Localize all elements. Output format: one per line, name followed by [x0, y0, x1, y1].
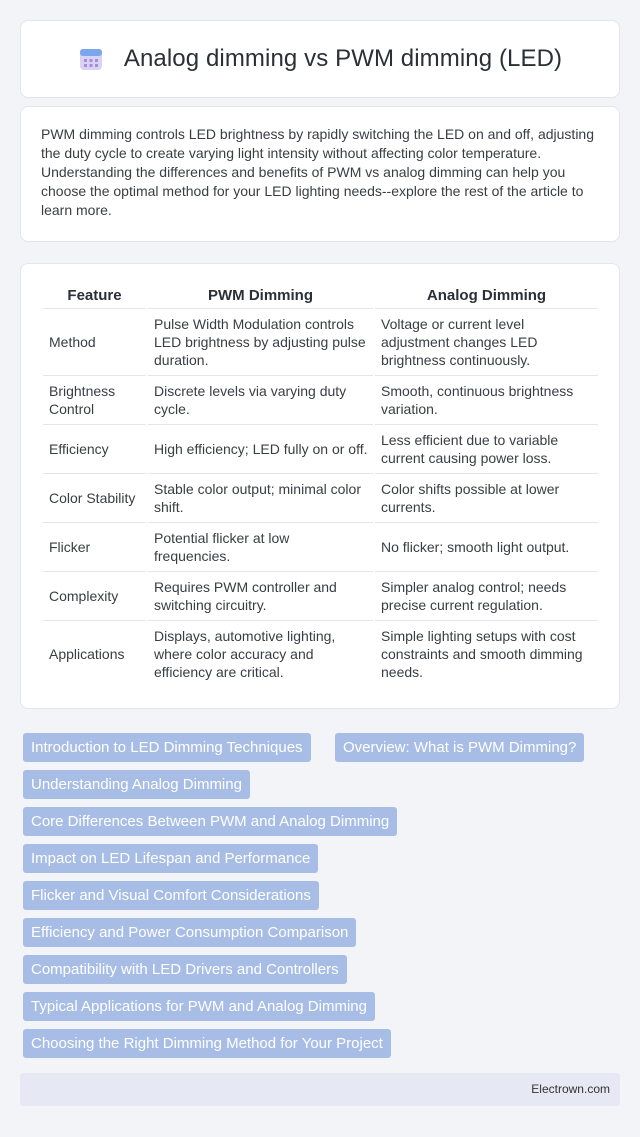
link-core-differences[interactable]: Core Differences Between PWM and Analog Dimming [23, 807, 397, 836]
table-cell-analog: Less efficient due to variable current causing power loss. [374, 424, 598, 473]
link-applications[interactable]: Typical Applications for PWM and Analog Dimming [23, 992, 375, 1021]
page-title: Analog dimming vs PWM dimming (LED) [123, 45, 563, 72]
table-cell-pwm: Discrete levels via varying duty cycle. [147, 375, 374, 424]
header-feature: Feature [67, 287, 122, 305]
header-analog: Analog Dimming [374, 286, 598, 308]
table-cell-feature: Color Stability [43, 473, 147, 522]
table-cell-pwm: Pulse Width Modulation controls LED brightness by adjusting pulse duration. [147, 308, 374, 375]
table-row [43, 620, 598, 687]
link-introduction[interactable]: Introduction to LED Dimming Techniques [23, 733, 311, 762]
link-overview-pwm[interactable]: Overview: What is PWM Dimming? [335, 733, 584, 762]
table-header-row [43, 286, 598, 308]
table-row [43, 473, 598, 522]
header-pwm: PWM Dimming [147, 286, 374, 308]
table-cell-analog: Voltage or current level adjustment changes LED brightness continuously. [374, 308, 598, 375]
table-cell-analog: Simple lighting setups with cost constraints and smooth dimming needs. [374, 620, 598, 687]
table-cell-feature: Method [43, 308, 147, 375]
link-choosing-method[interactable]: Choosing the Right Dimming Method for Your Project [23, 1029, 391, 1058]
table-cell-pwm: High efficiency; LED fully on or off. [147, 424, 374, 473]
link-efficiency[interactable]: Efficiency and Power Consumption Comparison [23, 918, 356, 947]
table-row [43, 375, 598, 424]
table-cell-pwm: Requires PWM controller and switching circuitry. [147, 571, 374, 620]
table-row [43, 308, 598, 375]
table-cell-feature: Flicker [43, 522, 147, 571]
table-cell-feature: Complexity [43, 571, 147, 620]
footer-site[interactable]: Electrown.com [531, 1082, 610, 1096]
table-cell-analog: No flicker; smooth light output. [374, 522, 598, 571]
table-row [43, 424, 598, 473]
link-lifespan[interactable]: Impact on LED Lifespan and Performance [23, 844, 318, 873]
comparison-table-card [20, 263, 620, 709]
table-row [43, 571, 598, 620]
table-row [43, 522, 598, 571]
link-analog-dimming[interactable]: Understanding Analog Dimming [23, 770, 250, 799]
calendar-icon [78, 46, 104, 72]
title-card [20, 20, 620, 98]
table-cell-pwm: Potential flicker at low frequencies. [147, 522, 374, 571]
table-cell-analog: Simpler analog control; needs precise current regulation. [374, 571, 598, 620]
table-cell-feature: Efficiency [43, 424, 147, 473]
link-flicker[interactable]: Flicker and Visual Comfort Considerations [23, 881, 319, 910]
comparison-table [43, 286, 598, 687]
table-cell-feature: Brightness Control [43, 375, 147, 424]
footer [20, 1073, 620, 1106]
table-cell-analog: Color shifts possible at lower currents. [374, 473, 598, 522]
table-cell-pwm: Displays, automotive lighting, where color accuracy and efficiency are critical. [147, 620, 374, 687]
table-cell-pwm: Stable color output; minimal color shift. [147, 473, 374, 522]
table-cell-feature: Applications [43, 620, 147, 687]
intro-text: PWM dimming controls LED brightness by rapidly switching the LED on and off, adjusting the duty cycle to create varying light intensity without affecting color temperature. Understanding the differences and benefits of PWM vs analog dimming can help you choose the optimal method for your LED lighting needs--explore the rest of the article to learn more. [41, 126, 595, 218]
link-compatibility[interactable]: Compatibility with LED Drivers and Controllers [23, 955, 347, 984]
intro-card [20, 106, 620, 242]
table-cell-analog: Smooth, continuous brightness variation. [374, 375, 598, 424]
